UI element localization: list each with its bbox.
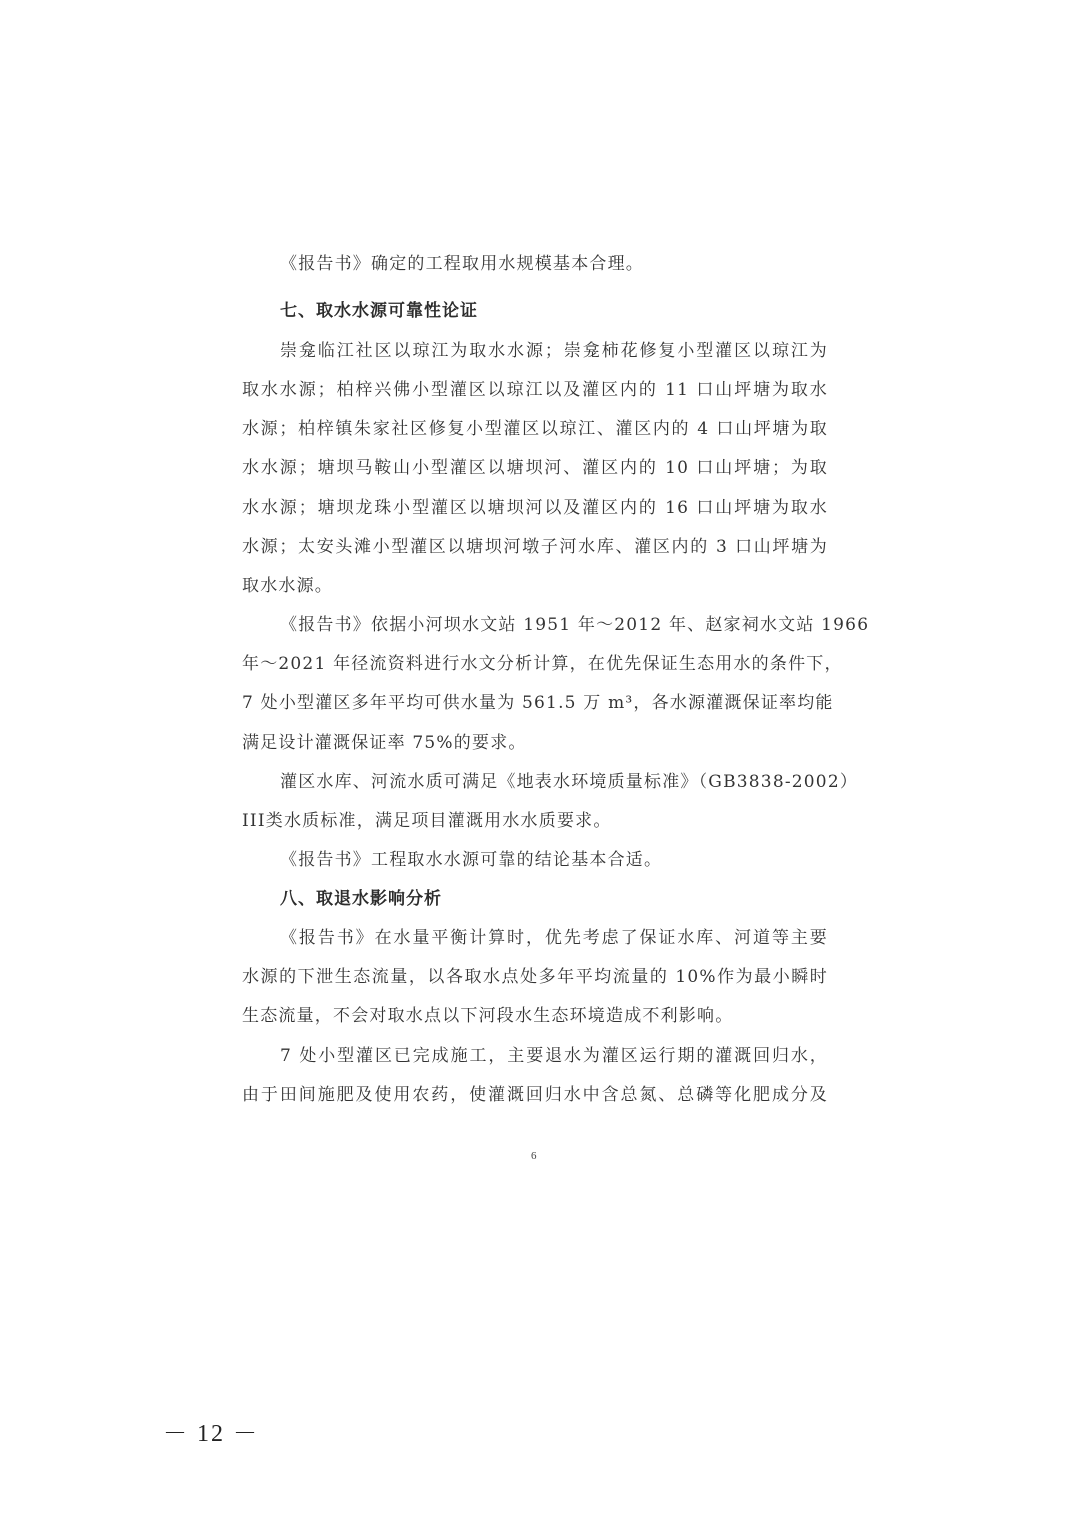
paragraph-line: 取水水源；柏梓兴佛小型灌区以琼江以及灌区内的 11 口山坪塘为取水 — [242, 380, 828, 400]
paragraph-line: 由于田间施肥及使用农药，使灌溉回归水中含总氮、总磷等化肥成分及 — [242, 1085, 828, 1105]
outer-page-number: － 12 － — [163, 1421, 259, 1447]
paragraph-line: 满足设计灌溉保证率 75%的要求。 — [242, 733, 527, 753]
paragraph-line: 水源的下泄生态流量，以各取水点处多年平均流量的 10%作为最小瞬时 — [242, 967, 828, 987]
paragraph-line: 年～2021 年径流资料进行水文分析计算，在优先保证生态用水的条件下， — [242, 654, 843, 674]
paragraph-line: 水水源；塘坝马鞍山小型灌区以塘坝河、灌区内的 10 口山坪塘；为取 — [242, 458, 828, 478]
paragraph-line: 生态流量，不会对取水点以下河段水生态环境造成不利影响。 — [242, 1006, 734, 1026]
paragraph-line: 水源；太安头滩小型灌区以塘坝河墩子河水库、灌区内的 3 口山坪塘为 — [242, 537, 828, 557]
paragraph-line: 《报告书》工程取水水源可靠的结论基本合适。 — [280, 850, 663, 870]
section-heading-8: 八、取退水影响分析 — [280, 889, 442, 909]
paragraph-line: 水水源；塘坝龙珠小型灌区以塘坝河以及灌区内的 16 口山坪塘为取水 — [242, 498, 828, 518]
paragraph-line: 水源；柏梓镇朱家社区修复小型灌区以琼江、灌区内的 4 口山坪塘为取 — [242, 419, 828, 439]
paragraph-line: 《报告书》在水量平衡计算时，优先考虑了保证水库、河道等主要 — [280, 928, 828, 948]
paragraph-line: 7 处小型灌区已完成施工，主要退水为灌区运行期的灌溉回归水， — [280, 1046, 828, 1066]
section-heading-7: 七、取水水源可靠性论证 — [280, 301, 478, 321]
paragraph-line: 取水水源。 — [242, 576, 333, 596]
paragraph-line: 《报告书》依据小河坝水文站 1951 年～2012 年、赵家祠水文站 1966 — [280, 615, 870, 635]
inner-page-number: 6 — [531, 1150, 537, 1162]
paragraph-line: 灌区水库、河流水质可满足《地表水环境质量标准》（GB3838-2002） — [280, 772, 859, 792]
paragraph-line: 《报告书》确定的工程取用水规模基本合理。 — [280, 254, 644, 274]
paragraph-line: 崇龛临江社区以琼江为取水水源；崇龛柿花修复小型灌区以琼江为 — [280, 341, 828, 361]
paragraph-line: III类水质标准，满足项目灌溉用水水质要求。 — [242, 811, 612, 831]
paragraph-line: 7 处小型灌区多年平均可供水量为 561.5 万 m³，各水源灌溉保证率均能 — [242, 693, 834, 713]
